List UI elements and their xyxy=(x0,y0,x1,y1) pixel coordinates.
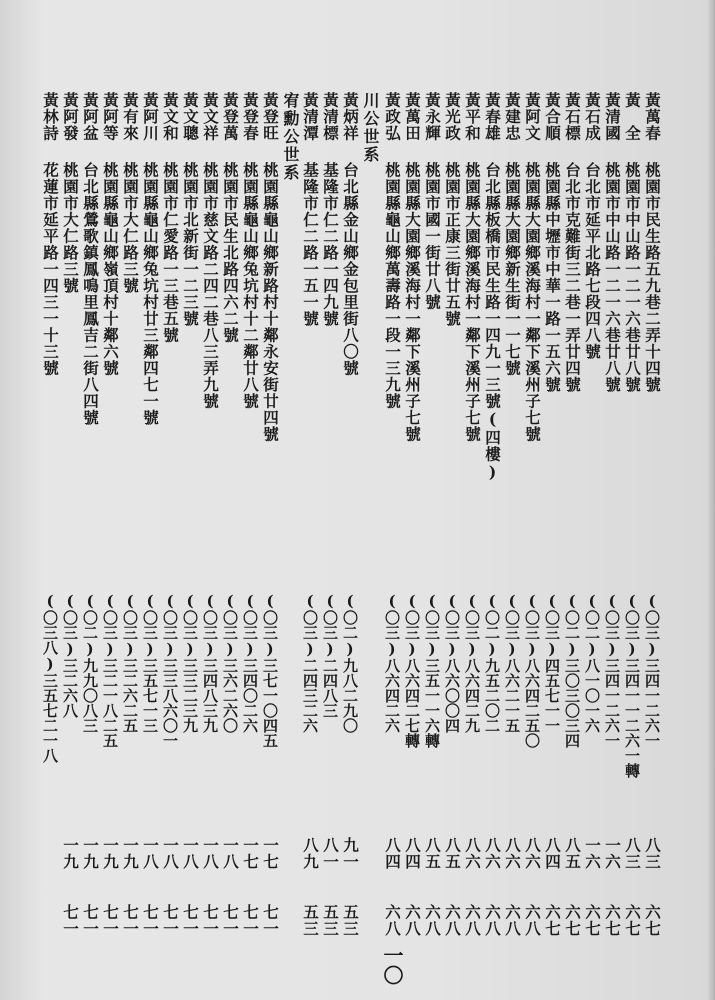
entry-name: 黃登萬 xyxy=(221,92,240,142)
entry-address: 桃園市中山路一二一六巷廿八號 xyxy=(623,162,642,393)
entry-name: 黃清標 xyxy=(321,92,340,142)
entry-phone: (〇三)三四一二六一 xyxy=(603,592,621,748)
directory-entry xyxy=(140,92,160,972)
entry-name: 黃合順 xyxy=(543,92,562,142)
entry-address: 基隆市仁二路一四九號 xyxy=(321,162,340,327)
entry-code-2: 七一 xyxy=(101,904,120,937)
entry-code-2: 七一 xyxy=(121,904,140,937)
entry-address: 桃園市中山路一二一六巷廿八號 xyxy=(603,162,622,393)
entry-address: 桃園縣龜山鄉嶺頂村十鄰六號 xyxy=(101,162,120,377)
entry-address: 台北市克難街三二巷一弄廿四號 xyxy=(563,162,582,393)
entry-address: 桃園縣大園鄉溪海村一鄰下溪州子七號 xyxy=(523,162,542,443)
entry-code-2: 六八 xyxy=(443,904,462,937)
entry-code-2: 五三 xyxy=(321,904,340,937)
entry-code-2: 六八 xyxy=(523,904,542,937)
entry-code: 八五 xyxy=(443,837,462,870)
directory-entry xyxy=(340,92,360,972)
entry-name: 黃春雄 xyxy=(483,92,502,142)
entry-phone: (〇三)三七一〇四五 xyxy=(261,592,279,748)
directory-entry xyxy=(100,92,120,972)
entry-address: 桃園市大仁路三號 xyxy=(121,162,140,294)
entry-phone: (〇三)三四一一二六一轉 xyxy=(623,592,641,778)
entry-phone: (〇二)三〇三〇三四 xyxy=(563,592,581,748)
lineage-heading xyxy=(280,92,300,972)
directory-entry xyxy=(502,92,522,972)
entry-name: 黃萬春 xyxy=(643,92,662,142)
entry-code-2: 七一 xyxy=(161,904,180,937)
entry-code-2: 六八 xyxy=(423,904,442,937)
entry-address: 基隆市仁二路一五一號 xyxy=(301,162,320,327)
entry-phone: (〇三)三四〇二六 xyxy=(241,592,259,733)
entry-phone: (〇三)八六二一五 xyxy=(503,592,521,733)
entry-address: 桃園縣龜山鄉兔坑村十二鄰廿八號 xyxy=(241,162,260,410)
entry-code-2: 六七 xyxy=(563,904,582,937)
entry-address: 桃園市國一街廿八號 xyxy=(423,162,442,311)
entry-name: 黃建忠 xyxy=(503,92,522,142)
entry-address: 桃園縣龜山鄉新路村十鄰永安街廿四號 xyxy=(261,162,280,443)
entry-code-2: 七一 xyxy=(221,904,240,937)
directory-entry xyxy=(60,92,80,972)
entry-phone: (〇三)三二六八 xyxy=(61,592,79,718)
directory-entry xyxy=(622,92,642,972)
heading-text: 宥勳公世系 xyxy=(281,92,300,182)
entry-code-2: 七一 xyxy=(181,904,200,937)
directory-entry xyxy=(482,92,502,972)
entry-code: 一六 xyxy=(603,837,622,870)
entry-code-2: 六七 xyxy=(623,904,642,937)
entry-code: 八四 xyxy=(543,837,562,870)
entry-code: 八四 xyxy=(403,837,422,870)
entry-code: 九一 xyxy=(341,837,360,870)
heading-text: 川公世系 xyxy=(361,92,380,164)
entry-code-2: 七一 xyxy=(61,904,80,937)
entry-code: 八六 xyxy=(503,837,522,870)
entry-name: 黃平和 xyxy=(463,92,482,142)
page-number: 一〇 xyxy=(380,945,404,985)
entry-code: 一八 xyxy=(221,837,240,870)
directory-entry xyxy=(260,92,280,972)
entry-code: 八四 xyxy=(383,837,402,870)
entry-address: 桃園縣龜山鄉萬壽路一段一三九號 xyxy=(383,162,402,410)
entry-phone: (〇三)三五一一六轉 xyxy=(423,592,441,748)
entry-phone: (〇二)九九〇八三 xyxy=(81,592,99,733)
entry-phone: (〇三)三四一二六一 xyxy=(643,592,661,748)
entry-code-2: 七一 xyxy=(261,904,280,937)
entry-phone: (〇三)三二一八二五 xyxy=(101,592,119,748)
entry-code-2: 七一 xyxy=(241,904,260,937)
entry-code: 八三 xyxy=(643,837,662,870)
entry-code-2: 五三 xyxy=(341,904,360,937)
directory-entry xyxy=(40,92,60,972)
entry-code: 八一 xyxy=(321,837,340,870)
entry-address: 台北縣板橋市民生路一四九一三號(四樓) xyxy=(483,162,502,483)
entry-phone: (〇三)三三八六〇一 xyxy=(161,592,179,748)
directory-entry xyxy=(220,92,240,972)
directory-entry xyxy=(80,92,100,972)
entry-phone: (〇三)二四八三 xyxy=(321,592,339,718)
entry-phone: (〇三)八六〇〇四 xyxy=(443,592,461,733)
directory-entry xyxy=(642,92,662,972)
entry-address: 桃園市大仁路三號 xyxy=(61,162,80,294)
entry-address: 桃園市正康三街廿五號 xyxy=(443,162,462,327)
entry-name: 黃有來 xyxy=(121,92,140,142)
entry-phone: (〇三)三二六二五 xyxy=(121,592,139,733)
entry-address: 桃園市仁愛路一三巷五號 xyxy=(161,162,180,344)
entry-name: 黃萬田 xyxy=(403,92,422,142)
entry-address: 桃園市民生北路四六二號 xyxy=(221,162,240,344)
entry-name: 黃登旺 xyxy=(261,92,280,142)
entry-code: 八六 xyxy=(523,837,542,870)
entry-code-2: 六八 xyxy=(403,904,422,937)
entry-code-2: 七一 xyxy=(141,904,160,937)
entry-address: 台北縣鶯歌鎮鳳鳴里鳳吉二街八四號 xyxy=(81,162,100,426)
entry-code-2: 七一 xyxy=(201,904,220,937)
entry-code: 八五 xyxy=(423,837,442,870)
entry-code-2: 六七 xyxy=(643,904,662,937)
entry-phone: (〇三)三五七一三 xyxy=(141,592,159,733)
entry-code: 一九 xyxy=(101,837,120,870)
entry-code-2: 六八 xyxy=(503,904,522,937)
entry-phone: (〇三)八六四二五〇 xyxy=(523,592,541,748)
entry-code: 一八 xyxy=(141,837,160,870)
entry-address: 台北縣金山鄉金包里街八〇號 xyxy=(341,162,360,377)
entry-name: 黃阿盆 xyxy=(81,92,100,142)
entry-address: 桃園縣大園鄉溪海村一鄰下溪州子七號 xyxy=(463,162,482,443)
entry-code: 一七 xyxy=(241,837,260,870)
directory-entry xyxy=(200,92,220,972)
entry-code: 八三 xyxy=(623,837,642,870)
directory-entry xyxy=(320,92,340,972)
entry-code-2: 七一 xyxy=(81,904,100,937)
directory-entry xyxy=(120,92,140,972)
entry-name: 黃阿文 xyxy=(523,92,542,142)
directory-entry xyxy=(402,92,422,972)
entry-code-2: 六八 xyxy=(483,904,502,937)
entry-phone: (〇三)八六四二九 xyxy=(463,592,481,733)
entry-code: 一七 xyxy=(261,837,280,870)
entry-phone: (〇三)三三二三九 xyxy=(181,592,199,733)
lineage-heading xyxy=(360,92,380,972)
entry-code: 一六 xyxy=(583,837,602,870)
entry-name: 黃政弘 xyxy=(383,92,402,142)
directory-entry xyxy=(602,92,622,972)
entry-name: 黃阿等 xyxy=(101,92,120,142)
entry-address: 桃園市北新街一二三號 xyxy=(181,162,200,327)
directory-entry xyxy=(522,92,542,972)
entry-name: 黃 全 xyxy=(623,92,642,142)
entry-code-2: 六七 xyxy=(543,904,562,937)
entry-name: 黃林詩 xyxy=(41,92,60,142)
entry-code: 一八 xyxy=(181,837,200,870)
entry-name: 黃阿發 xyxy=(61,92,80,142)
entry-phone: (〇二)八一〇一六 xyxy=(583,592,601,733)
entry-phone: (〇二)九八二九〇 xyxy=(341,592,359,733)
entry-address: 桃園縣中壢市中華一路一五六號 xyxy=(543,162,562,393)
entry-address: 桃園市民生路五九巷二弄十四號 xyxy=(643,162,662,393)
entry-name: 黃清潭 xyxy=(301,92,320,142)
entry-code-2: 六八 xyxy=(383,904,402,937)
directory-entry xyxy=(462,92,482,972)
entry-address: 桃園縣大園鄉新生街一一七號 xyxy=(503,162,522,377)
entry-phone: (〇三八)三五七二一八 xyxy=(41,592,59,763)
entry-code: 一八 xyxy=(161,837,180,870)
entry-name: 黃永輝 xyxy=(423,92,442,142)
entry-phone: (〇三)八六四二六 xyxy=(383,592,401,733)
directory-entry xyxy=(382,92,402,972)
entry-phone: (〇三)三四八三九 xyxy=(201,592,219,733)
entry-code: 八九 xyxy=(301,837,320,870)
entry-name: 黃石成 xyxy=(583,92,602,142)
entry-address: 花蓮市延平路一四三一十三號 xyxy=(41,162,60,377)
entry-name: 黃炳祥 xyxy=(341,92,360,142)
entry-address: 桃園縣大園鄉溪海村一鄰下溪州子七號 xyxy=(403,162,422,443)
entry-name: 黃文聰 xyxy=(181,92,200,142)
entry-name: 黃清國 xyxy=(603,92,622,142)
entry-address: 台北市延平北路七段四八號 xyxy=(583,162,602,360)
entry-phone: (〇三)四五七一一 xyxy=(543,592,561,733)
entry-name: 黃登春 xyxy=(241,92,260,142)
directory-entry xyxy=(442,92,462,972)
entry-address: 桃園市慈文路二四二巷八三弄九號 xyxy=(201,162,220,410)
entry-code: 八六 xyxy=(483,837,502,870)
entry-name: 黃石標 xyxy=(563,92,582,142)
directory-entry xyxy=(422,92,442,972)
entry-address: 桃園縣龜山鄉兔坑村廿三鄰四七一號 xyxy=(141,162,160,426)
directory-entry xyxy=(300,92,320,972)
entry-code-2: 六七 xyxy=(583,904,602,937)
entry-code: 一八 xyxy=(201,837,220,870)
entry-phone: (〇三)三六二六〇 xyxy=(221,592,239,733)
entry-phone: (〇二)九五二〇二 xyxy=(483,592,501,733)
entry-name: 黃光政 xyxy=(443,92,462,142)
entry-name: 黃阿川 xyxy=(141,92,160,142)
entry-code: 一九 xyxy=(81,837,100,870)
entry-code: 一九 xyxy=(61,837,80,870)
directory-entry xyxy=(180,92,200,972)
entry-name: 黃文祥 xyxy=(201,92,220,142)
entry-phone: (〇三)二四三二六 xyxy=(301,592,319,733)
directory-entry xyxy=(562,92,582,972)
directory-entry xyxy=(542,92,562,972)
entry-code: 八六 xyxy=(463,837,482,870)
entry-code-2: 五三 xyxy=(301,904,320,937)
entry-phone: (〇三)八六四二七轉 xyxy=(403,592,421,748)
directory-entry xyxy=(240,92,260,972)
entry-code: 八五 xyxy=(563,837,582,870)
directory-entry xyxy=(160,92,180,972)
entry-code-2: 六七 xyxy=(603,904,622,937)
directory-entry xyxy=(582,92,602,972)
entry-code: 一九 xyxy=(121,837,140,870)
entry-name: 黃文和 xyxy=(161,92,180,142)
entry-code-2: 六八 xyxy=(463,904,482,937)
